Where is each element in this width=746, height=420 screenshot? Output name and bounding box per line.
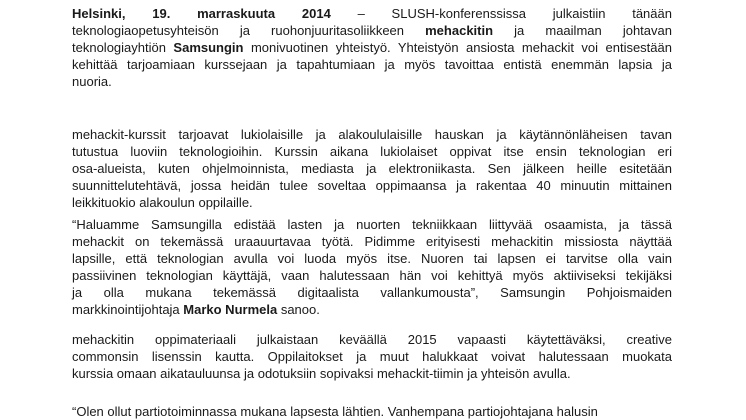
text-run: ja maailman johtavan: [493, 23, 672, 38]
text-run: suunnittelutehtävä, jossa heidän tulee soveltaa oppimaansa ja rakentaa 40 minuutin mittainen: [72, 178, 672, 193]
text-line: [72, 39, 672, 56]
paragraph-courses: [72, 126, 672, 211]
text-run: – SLUSH-konferenssissa julkaistiin tänään: [330, 6, 672, 21]
text-run: tutustua luoviin teknologioihin. Kurssin aikana lukiolaiset oppivat itse ensin teknologian eri: [72, 144, 672, 159]
text-run: commonsin lisenssin kautta. Oppilaitokset ja muut halukkaat voivat halutessaan muokata: [72, 349, 672, 364]
text-run: mehackitin oppimateriaali julkaistaan keväällä 2015 vapaasti käytettäväksi, creative: [72, 332, 672, 347]
text-run: mehackit on tekemässä uraauurtavaa työtä. Pidimme erityisesti mehackitin missiosta näyttää: [72, 234, 672, 249]
text-run: teknologiaopetusyhteisön ja ruohonjuuritasoliikkeen: [72, 23, 426, 38]
text-run: kehittää tarjoamiaan kurssejaan ja tapahtumiaan ja myös tavoittaa entistä enemmän lapsia ja: [72, 57, 672, 72]
text-run: teknologiayhtiön: [72, 40, 174, 55]
text-line: [72, 22, 672, 39]
text-line: [72, 216, 672, 233]
text-line: [72, 73, 672, 90]
text-line: [72, 301, 672, 318]
text-line: [72, 160, 672, 177]
text-line: [72, 250, 672, 267]
text-run: kurssia omaan aikatauluunsa ja odotuksiin sopivaksi mehackit-tiimin ja yhteisön avulla.: [72, 366, 571, 381]
text-line: [72, 143, 672, 160]
text-run: “Olen ollut partiotoiminnassa mukana lapsesta lähtien. Vanhempana partiojohtajana halusin: [72, 404, 598, 419]
paragraph-intro: [72, 5, 672, 90]
paragraph-quote-samsung: [72, 216, 672, 318]
bold-text: Helsinki, 19. marraskuuta 2014: [72, 6, 331, 21]
text-line: [72, 348, 672, 365]
bold-text: Marko Nurmela: [183, 302, 278, 317]
text-run: mehackit-kurssit tarjoavat lukiolaisille ja alakoululaisille hauskan ja käytännönläheisen tavan: [72, 127, 672, 142]
bold-text: mehackitin: [425, 23, 494, 38]
text-line: [72, 5, 672, 22]
text-run: sanoo.: [277, 302, 320, 317]
text-run: passiivinen teknologian käyttäjä, vaan halutessaan hän voi kehittyä myös aktiiviseksi tekijäksi: [72, 268, 672, 283]
text-run: monivuotinen yhteistyö. Yhteistyön ansiosta mehackit voi entisestään: [243, 40, 672, 55]
text-line: [72, 403, 672, 420]
text-run: lapsille, että teknologian avulla voi luoda myös itse. Nuoren tai lapsen ei tarvitse olla vain: [72, 251, 672, 266]
text-line: [72, 126, 672, 143]
text-line: [72, 365, 672, 382]
text-run: “Haluamme Samsungilla edistää lasten ja nuorten tekniikkaan liittyvää osaamista, ja tässä: [72, 217, 672, 232]
text-run: leikkituokio alakoulun oppilaille.: [72, 195, 253, 210]
text-line: [72, 331, 672, 348]
text-run: osa-alueista, kuten ohjelmoinnista, mediasta ja elektroniikasta. Sen jälkeen heille esitetään: [72, 161, 672, 176]
text-line: [72, 284, 672, 301]
text-line: [72, 177, 672, 194]
paragraph-quote-scouting: [72, 403, 672, 420]
text-line: [72, 194, 672, 211]
paragraph-materials: [72, 331, 672, 382]
text-line: [72, 56, 672, 73]
text-run: nuoria.: [72, 74, 112, 89]
text-line: [72, 267, 672, 284]
bold-text: Samsungin: [173, 40, 244, 55]
text-line: [72, 233, 672, 250]
text-run: ja olla mukana tekemässä digitaalista vallankumousta”, Samsungin Pohjoismaiden: [72, 285, 672, 300]
text-run: markkinointijohtaja: [72, 302, 184, 317]
